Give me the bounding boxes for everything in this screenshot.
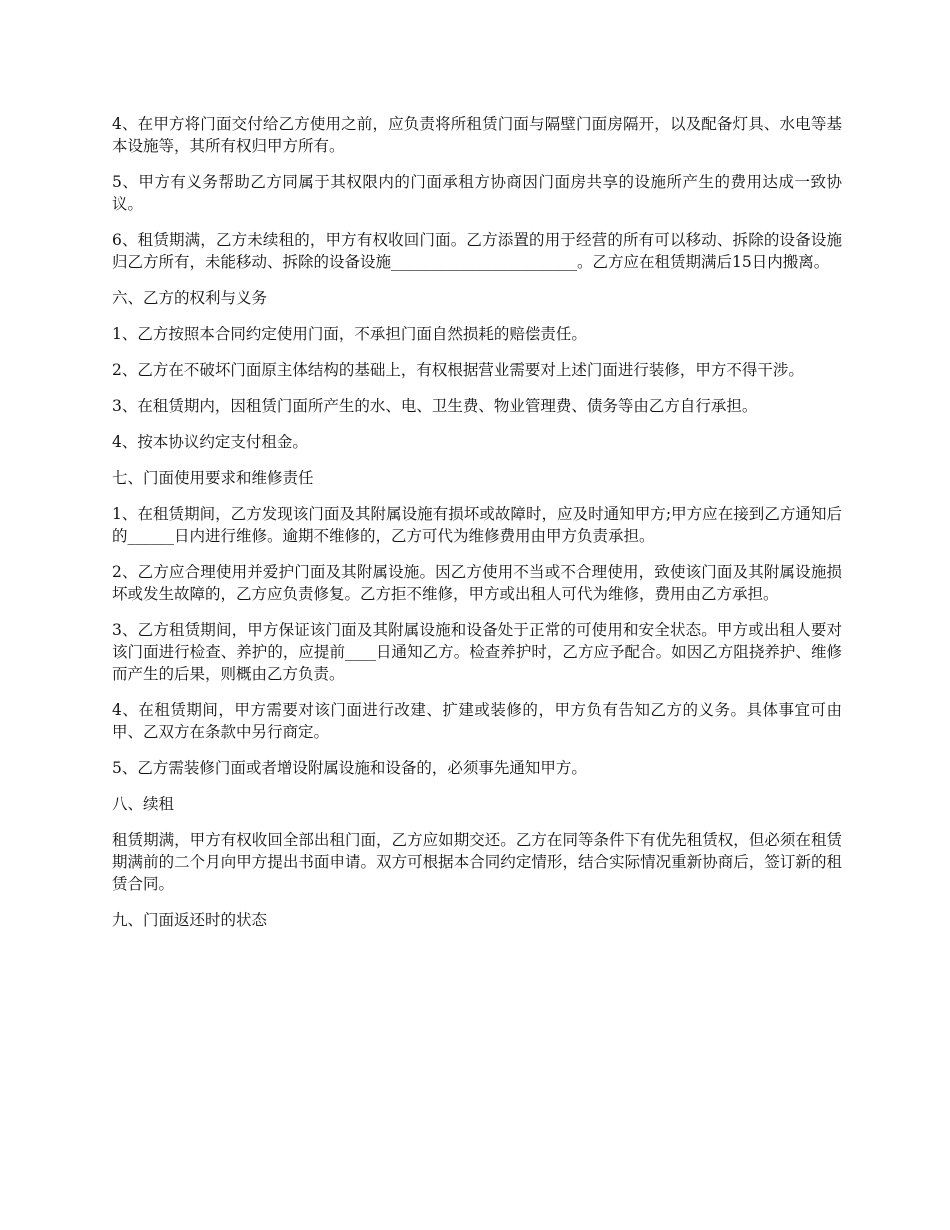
section-heading-8: 八、续租 (112, 795, 175, 813)
clause-8-renewal: 租赁期满，甲方有权收回全部出租门面，乙方应如期交还。乙方在同等条件下有优先租赁权，但必须在租赁期满前的二个月向甲方提出书面申请。双方可根据本合同约定情形，结合实际情况重新协商后，签订新的租赁合同。 (112, 831, 842, 893)
clause-6-1: 1、乙方按照本合同约定使用门面，不承担门面自然损耗的赔偿责任。 (112, 325, 587, 343)
clause-5-4: 4、在甲方将门面交付给乙方使用之前，应负责将所租赁门面与隔壁门面房隔开，以及配备灯具、水电等基本设施等，其所有权归甲方所有。 (112, 115, 842, 155)
clause-7-2: 2、乙方应合理使用并爱护门面及其附属设施。因乙方使用不当或不合理使用，致使该门面及其附属设施损坏或发生故障的，乙方应负责修复。乙方拒不维修，甲方或出租人可代为维修，费用由乙方承担。 (112, 563, 842, 603)
clause-5-5: 5、甲方有义务帮助乙方同属于其权限内的门面承租方协商因门面房共享的设施所产生的费用达成一致协议。 (112, 173, 842, 213)
clause-6-4: 4、按本协议约定支付租金。 (112, 433, 308, 451)
clause-6-2: 2、乙方在不破坏门面原主体结构的基础上，有权根据营业需要对上述门面进行装修，甲方不得干涉。 (112, 361, 804, 379)
section-heading-6: 六、乙方的权利与义务 (112, 289, 268, 307)
section-heading-9: 九、门面返还时的状态 (112, 911, 268, 929)
section-heading-7: 七、门面使用要求和维修责任 (112, 469, 314, 487)
document-body (112, 113, 842, 945)
clause-7-4: 4、在租赁期间，甲方需要对该门面进行改建、扩建或装修的，甲方负有告知乙方的义务。具体事宜可由甲、乙双方在条款中另行商定。 (112, 701, 842, 741)
clause-7-3: 3、乙方租赁期间，甲方保证该门面及其附属设施和设备处于正常的可使用和安全状态。甲方或出租人要对该门面进行检查、养护的，应提前____日通知乙方。检查养护时，乙方应予配合。如因乙方阻挠养护、维修而产生的后果，则概由乙方负责。 (112, 621, 842, 683)
clause-7-5: 5、乙方需装修门面或者增设附属设施和设备的，必须事先通知甲方。 (112, 759, 587, 777)
clause-7-1: 1、在租赁期间，乙方发现该门面及其附属设施有损坏或故障时，应及时通知甲方;甲方应在接到乙方通知后的______日内进行维修。逾期不维修的，乙方可代为维修费用由甲方负责承担。 (112, 505, 842, 545)
clause-5-6: 6、租赁期满，乙方未续租的，甲方有权收回门面。乙方添置的用于经营的所有可以移动、拆除的设备设施归乙方所有，未能移动、拆除的设备设施________________________。乙方应在租赁期满后15日内搬离。 (112, 231, 842, 271)
clause-6-3: 3、在租赁期内，因租赁门面所产生的水、电、卫生费、物业管理费、债务等由乙方自行承担。 (112, 397, 758, 415)
